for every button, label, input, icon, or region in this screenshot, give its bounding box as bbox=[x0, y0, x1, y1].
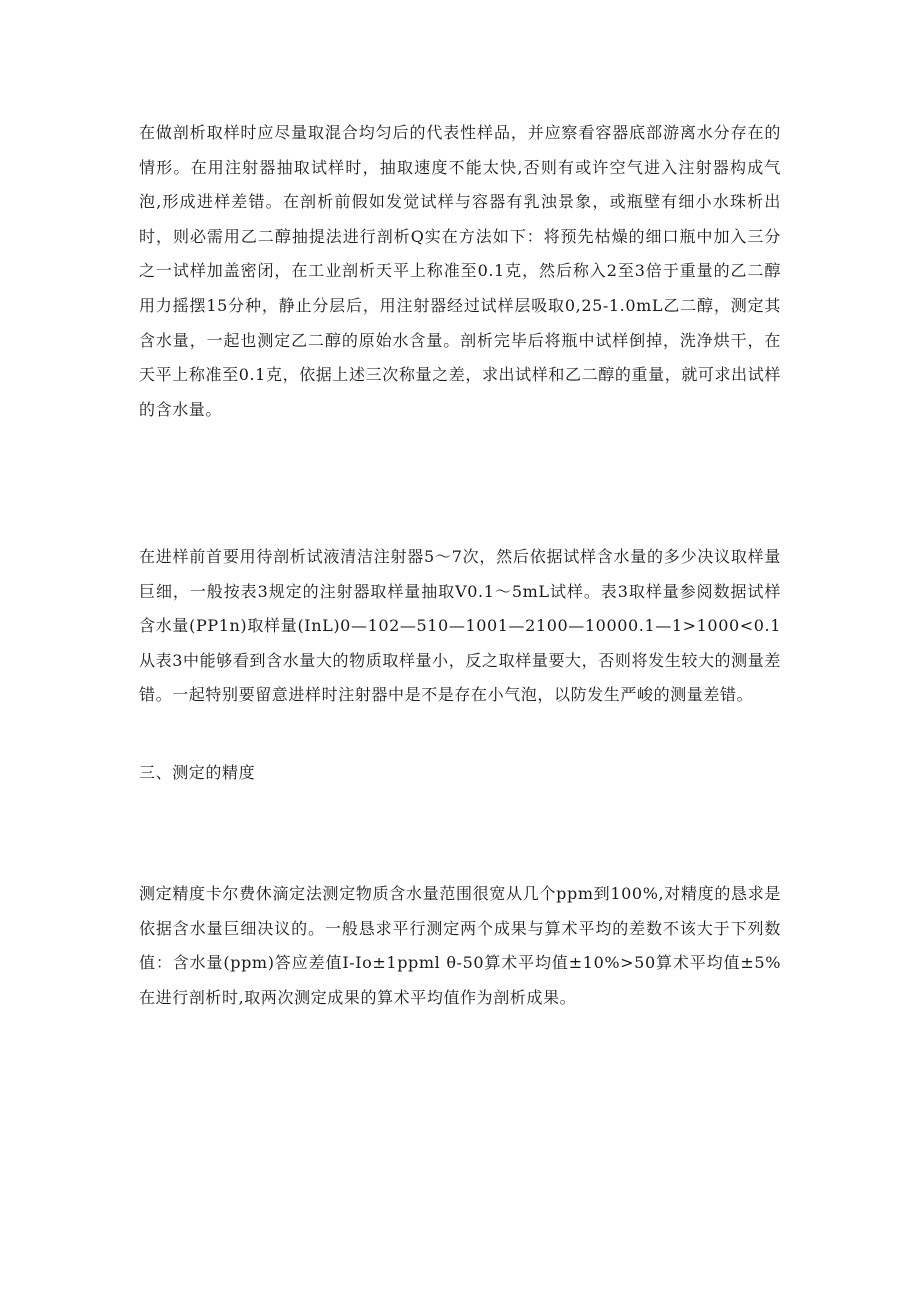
paragraph-sampling: 在做剖析取样时应尽量取混合均匀后的代表性样品，并应察看容器底部游离水分存在的情形。在用注射器抽取试样时，抽取速度不能太快,否则有或许空气进入注射器构成气泡,形成进样差错。在剖析前假如发觉试样与容器有乳浊景象，或瓶壁有细小水珠析出时，则必需用乙二醇抽提法进行剖析Q实在方法如下：将预先枯燥的细口瓶中加入三分之一试样加盖密闭，在工业剖析天平上称准至0.1克，然后称入2至3倍于重量的乙二醇用力摇摆15分种，静止分层后，用注射器经过试样层吸取0,25-1.0mL乙二醇，测定其含水量，一起也测定乙二醇的原始水含量。剖析完毕后将瓶中试样倒掉，洗净烘干，在天平上称准至0.1克，依据上述三次称量之差，求出试样和乙二醇的重量，就可求出试样的含水量。 bbox=[139, 123, 781, 419]
paragraph-injection: 在进样前首要用待剖析试液清洁注射器5～7次，然后依据试样含水量的多少决议取样量巨细，一般按表3规定的注射器取样量抽取V0.1～5mL试样。表3取样量参阅数据试样含水量(PP1n)取样量(InL)0—102—510—1001—2100—10000.1—1>1000<0.1从表3中能够看到含水量大的物质取样量小，反之取样量要大，否则将发生较大的测量差错。一起特别要留意进样时注射器中是不是存在小气泡，以防发生严峻的测量差错。 bbox=[139, 547, 781, 705]
paragraph-precision: 测定精度卡尔费休滴定法测定物质含水量范围很宽从几个ppm到100%,对精度的恳求是依据含水量巨细决议的。一般恳求平行测定两个成果与算术平均的差数不该大于下列数值：含水量(ppm)答应差值I-Io±1ppml θ-50算术平均值±10%>50算术平均值±5%在进行剖析时,取两次测定成果的算术平均值作为剖析成果。 bbox=[139, 884, 781, 1007]
section-heading-precision: 三、测定的精度 bbox=[139, 763, 256, 782]
